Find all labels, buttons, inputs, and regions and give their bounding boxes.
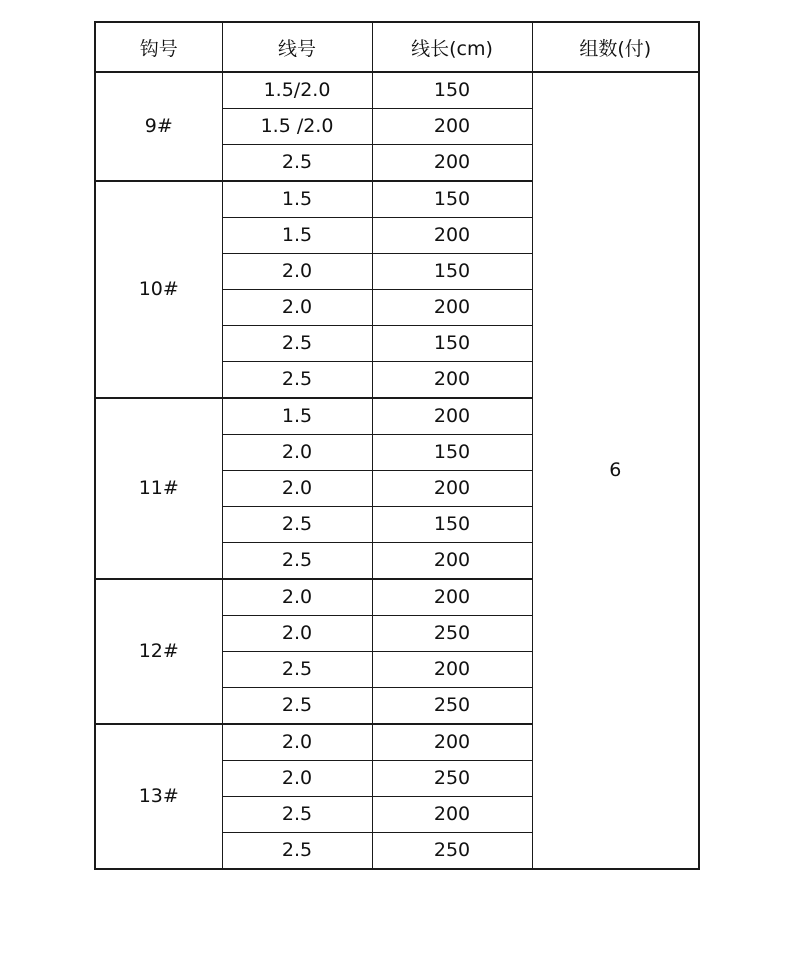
line-length-cell: 200	[372, 109, 532, 145]
line-number-cell: 2.0	[222, 435, 372, 471]
header-line-number: 线号	[222, 22, 372, 72]
line-length-cell: 200	[372, 290, 532, 326]
line-number-cell: 2.0	[222, 724, 372, 761]
table-row	[95, 72, 699, 109]
hook-number-cell: 11#	[95, 398, 222, 579]
line-number-cell: 1.5	[222, 181, 372, 218]
line-number-cell: 2.5	[222, 688, 372, 725]
line-number-cell: 2.5	[222, 362, 372, 399]
line-length-cell: 200	[372, 362, 532, 399]
line-length-cell: 250	[372, 688, 532, 725]
line-length-cell: 200	[372, 579, 532, 616]
line-length-cell: 200	[372, 724, 532, 761]
line-number-cell: 2.5	[222, 833, 372, 870]
line-number-cell: 2.5	[222, 652, 372, 688]
line-length-cell: 150	[372, 181, 532, 218]
line-length-cell: 150	[372, 326, 532, 362]
line-length-cell: 150	[372, 72, 532, 109]
line-number-cell: 2.5	[222, 543, 372, 580]
line-number-cell: 2.0	[222, 761, 372, 797]
header-line-length: 线长(cm)	[372, 22, 532, 72]
hook-number-cell: 13#	[95, 724, 222, 869]
line-length-cell: 200	[372, 471, 532, 507]
line-number-cell: 2.0	[222, 254, 372, 290]
line-number-cell: 1.5	[222, 398, 372, 435]
line-length-cell: 200	[372, 543, 532, 580]
header-hook-number: 钩号	[95, 22, 222, 72]
line-number-cell: 2.5	[222, 145, 372, 182]
hook-number-cell: 9#	[95, 72, 222, 181]
header-set-count: 组数(付)	[532, 22, 699, 72]
line-number-cell: 2.0	[222, 471, 372, 507]
table-body	[95, 72, 699, 869]
line-number-cell: 2.5	[222, 797, 372, 833]
line-number-cell: 1.5 /2.0	[222, 109, 372, 145]
line-length-cell: 200	[372, 797, 532, 833]
line-length-cell: 200	[372, 218, 532, 254]
set-count-cell: 6	[532, 72, 699, 869]
line-length-cell: 150	[372, 507, 532, 543]
line-length-cell: 250	[372, 616, 532, 652]
line-length-cell: 250	[372, 761, 532, 797]
line-number-cell: 2.5	[222, 326, 372, 362]
line-number-cell: 2.5	[222, 507, 372, 543]
line-length-cell: 250	[372, 833, 532, 870]
line-number-cell: 1.5/2.0	[222, 72, 372, 109]
line-length-cell: 200	[372, 398, 532, 435]
hook-number-cell: 12#	[95, 579, 222, 724]
header-row	[95, 22, 699, 72]
line-number-cell: 2.0	[222, 290, 372, 326]
line-length-cell: 200	[372, 145, 532, 182]
hook-line-spec-table	[94, 21, 700, 870]
line-number-cell: 2.0	[222, 616, 372, 652]
hook-number-cell: 10#	[95, 181, 222, 398]
table-header	[95, 22, 699, 72]
line-length-cell: 150	[372, 435, 532, 471]
line-length-cell: 150	[372, 254, 532, 290]
line-number-cell: 1.5	[222, 218, 372, 254]
line-number-cell: 2.0	[222, 579, 372, 616]
line-length-cell: 200	[372, 652, 532, 688]
